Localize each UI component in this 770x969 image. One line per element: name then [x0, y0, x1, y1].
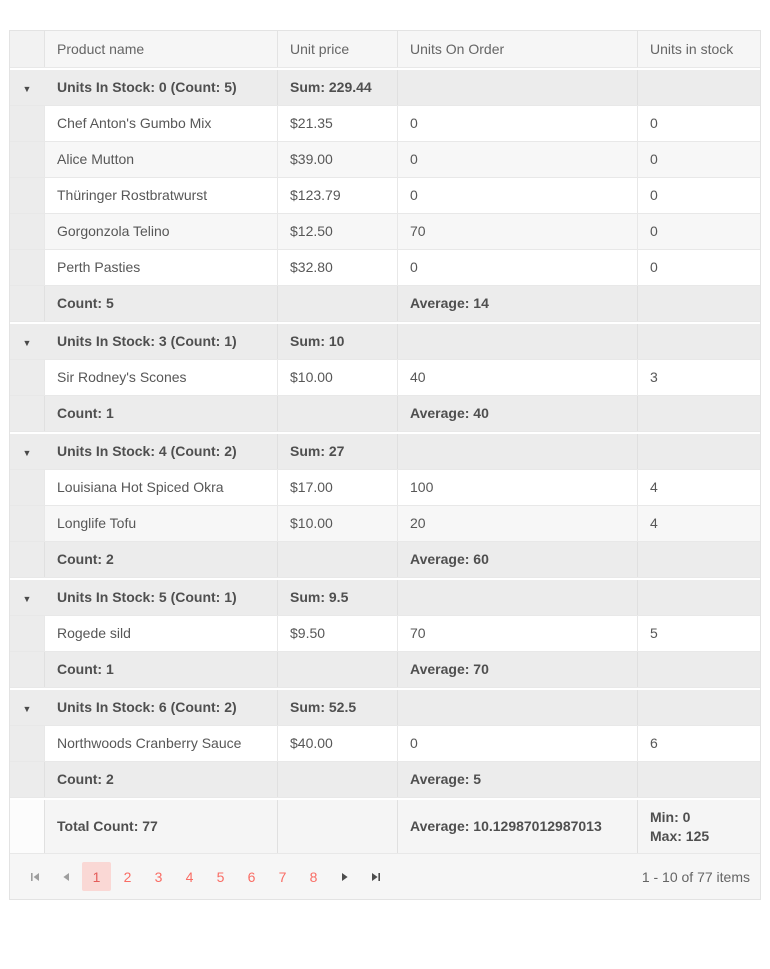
data-grid [9, 30, 761, 900]
group-empty-cell [637, 690, 760, 725]
group-footer-empty [637, 286, 760, 321]
cell-unit-price: $32.80 [277, 250, 397, 285]
column-header-units-on-order[interactable]: Units On Order [397, 31, 637, 67]
group-footer-empty [277, 286, 397, 321]
cell-units-in-stock: 4 [637, 470, 760, 505]
group-empty-cell [397, 324, 637, 359]
group-title: Units In Stock: 5 (Count: 1) [57, 589, 237, 605]
group-header-row[interactable] [10, 690, 760, 726]
group-toggle-cell[interactable] [10, 324, 44, 359]
cell-units-on-order: 40 [397, 360, 637, 395]
group-title: Units In Stock: 6 (Count: 2) [57, 699, 237, 715]
table-row[interactable] [10, 616, 760, 652]
pager-info: 1 - 10 of 77 items [641, 868, 750, 885]
cell-product-name: Gorgonzola Telino [44, 214, 277, 249]
cell-units-in-stock: 0 [637, 142, 760, 177]
footer-empty-cell [277, 800, 397, 853]
footer-indent-cell [10, 800, 44, 853]
group-indent-cell [10, 762, 44, 797]
last-page-icon [370, 871, 382, 883]
previous-page-icon [60, 871, 72, 883]
table-row[interactable] [10, 360, 760, 396]
column-header-product-name[interactable]: Product name [44, 31, 277, 67]
total-count: Total Count: 77 [44, 800, 277, 853]
cell-units-in-stock: 0 [637, 178, 760, 213]
table-row[interactable] [10, 470, 760, 506]
group-toggle-cell[interactable] [10, 580, 44, 615]
group-footer-average: Average: 70 [397, 652, 637, 687]
group-toggle-cell[interactable] [10, 434, 44, 469]
group-indent-cell [10, 178, 44, 213]
cell-units-in-stock: 4 [637, 506, 760, 541]
group-empty-cell [397, 434, 637, 469]
cell-unit-price: $10.00 [277, 360, 397, 395]
group-indent-cell [10, 142, 44, 177]
group-header-row[interactable] [10, 324, 760, 360]
pager-page-2[interactable]: 2 [123, 868, 132, 885]
cell-units-on-order: 0 [397, 178, 637, 213]
group-indent-cell [10, 396, 44, 431]
group-indent-cell [10, 506, 44, 541]
cell-units-on-order: 0 [397, 142, 637, 177]
cell-product-name: Thüringer Rostbratwurst [44, 178, 277, 213]
cell-unit-price: $12.50 [277, 214, 397, 249]
first-page-icon [29, 871, 41, 883]
cell-units-in-stock: 0 [637, 250, 760, 285]
cell-unit-price: $10.00 [277, 506, 397, 541]
table-row[interactable] [10, 106, 760, 142]
table-row[interactable] [10, 506, 760, 542]
group-footer-average: Average: 40 [397, 396, 637, 431]
cell-product-name: Longlife Tofu [44, 506, 277, 541]
group-footer-empty [637, 542, 760, 577]
pager-previous-button[interactable] [51, 862, 80, 891]
table-row[interactable] [10, 178, 760, 214]
total-max: Max: 125 [650, 828, 710, 844]
group-indent-cell [10, 214, 44, 249]
group-indent-cell [10, 616, 44, 651]
cell-units-on-order: 70 [397, 214, 637, 249]
group-indent-cell [10, 250, 44, 285]
cell-unit-price: $40.00 [277, 726, 397, 761]
table-row[interactable] [10, 214, 760, 250]
cell-units-in-stock: 3 [637, 360, 760, 395]
pager-first-button[interactable] [20, 862, 49, 891]
collapse-arrow-icon[interactable]: ▼ [22, 594, 32, 604]
group-footer-count: Count: 2 [44, 762, 277, 797]
cell-product-name: Alice Mutton [44, 142, 277, 177]
group-empty-cell [637, 70, 760, 105]
group-footer-count: Count: 2 [44, 542, 277, 577]
cell-units-in-stock: 0 [637, 106, 760, 141]
total-min: Min: 0 [650, 809, 691, 825]
group-footer-count: Count: 1 [44, 652, 277, 687]
group-title: Units In Stock: 0 (Count: 5) [57, 79, 237, 95]
group-header-row[interactable] [10, 70, 760, 106]
group-indent-cell [10, 542, 44, 577]
total-average: Average: 10.12987012987013 [397, 800, 637, 853]
pager-page-7[interactable]: 7 [278, 868, 287, 885]
header-group-cell [10, 31, 44, 67]
group-footer-count: Count: 5 [44, 286, 277, 321]
cell-product-name: Chef Anton's Gumbo Mix [44, 106, 277, 141]
group-footer-row [10, 652, 760, 688]
group-footer-empty [277, 396, 397, 431]
header-row [10, 31, 760, 68]
column-header-units-in-stock[interactable]: Units in stock [637, 31, 760, 67]
group-footer-empty [637, 396, 760, 431]
group-empty-cell [637, 324, 760, 359]
cell-product-name: Perth Pasties [44, 250, 277, 285]
group-footer-row [10, 762, 760, 798]
pager-page-3[interactable]: 3 [154, 868, 163, 885]
pager-next-button[interactable] [330, 862, 359, 891]
cell-unit-price: $39.00 [277, 142, 397, 177]
group-indent-cell [10, 360, 44, 395]
group-sum: Sum: 52.5 [277, 690, 397, 725]
cell-unit-price: $9.50 [277, 616, 397, 651]
cell-product-name: Northwoods Cranberry Sauce [44, 726, 277, 761]
cell-unit-price: $17.00 [277, 470, 397, 505]
group-empty-cell [397, 690, 637, 725]
group-indent-cell [10, 286, 44, 321]
group-sum: Sum: 229.44 [277, 70, 397, 105]
collapse-arrow-icon[interactable]: ▼ [22, 704, 32, 714]
pager-page-6[interactable]: 6 [247, 868, 256, 885]
group-footer-average: Average: 5 [397, 762, 637, 797]
cell-product-name: Rogede sild [44, 616, 277, 651]
group-empty-cell [637, 580, 760, 615]
collapse-arrow-icon[interactable]: ▼ [22, 84, 32, 94]
group-title: Units In Stock: 4 (Count: 2) [57, 443, 237, 459]
group-sum: Sum: 27 [277, 434, 397, 469]
pager-last-button[interactable] [361, 862, 390, 891]
group-sum: Sum: 9.5 [277, 580, 397, 615]
cell-units-in-stock: 0 [637, 214, 760, 249]
table-row[interactable] [10, 142, 760, 178]
cell-units-on-order: 0 [397, 250, 637, 285]
pager-page-4[interactable]: 4 [185, 868, 194, 885]
group-header-row[interactable] [10, 434, 760, 470]
cell-units-on-order: 0 [397, 726, 637, 761]
group-footer-empty [277, 762, 397, 797]
cell-product-name: Sir Rodney's Scones [44, 360, 277, 395]
table-row[interactable] [10, 726, 760, 762]
group-footer-count: Count: 1 [44, 396, 277, 431]
group-title: Units In Stock: 3 (Count: 1) [57, 333, 237, 349]
group-footer-average: Average: 60 [397, 542, 637, 577]
group-footer-average: Average: 14 [397, 286, 637, 321]
cell-product-name: Louisiana Hot Spiced Okra [44, 470, 277, 505]
group-empty-cell [637, 434, 760, 469]
pager-page-5[interactable]: 5 [216, 868, 225, 885]
group-toggle-cell[interactable] [10, 690, 44, 725]
group-indent-cell [10, 470, 44, 505]
total-min-max [637, 800, 760, 853]
cell-units-on-order: 20 [397, 506, 637, 541]
group-footer-empty [277, 542, 397, 577]
group-indent-cell [10, 726, 44, 761]
column-header-unit-price[interactable]: Unit price [277, 31, 397, 67]
group-footer-row [10, 286, 760, 322]
pager-page-1[interactable]: 1 [82, 862, 111, 891]
group-sum: Sum: 10 [277, 324, 397, 359]
group-empty-cell [397, 70, 637, 105]
cell-units-on-order: 100 [397, 470, 637, 505]
pager [10, 854, 760, 899]
group-footer-row [10, 542, 760, 578]
group-header-row[interactable] [10, 580, 760, 616]
group-footer-empty [277, 652, 397, 687]
table-row[interactable] [10, 250, 760, 286]
next-page-icon [339, 871, 351, 883]
group-toggle-cell[interactable] [10, 70, 44, 105]
collapse-arrow-icon[interactable]: ▼ [22, 338, 32, 348]
group-footer-empty [637, 762, 760, 797]
cell-units-on-order: 0 [397, 106, 637, 141]
pager-page-8[interactable]: 8 [309, 868, 318, 885]
group-empty-cell [397, 580, 637, 615]
cell-units-on-order: 70 [397, 616, 637, 651]
collapse-arrow-icon[interactable]: ▼ [22, 448, 32, 458]
cell-unit-price: $123.79 [277, 178, 397, 213]
cell-unit-price: $21.35 [277, 106, 397, 141]
cell-units-in-stock: 5 [637, 616, 760, 651]
grand-total-footer-row [10, 800, 760, 854]
group-indent-cell [10, 652, 44, 687]
group-indent-cell [10, 106, 44, 141]
group-footer-row [10, 396, 760, 432]
cell-units-in-stock: 6 [637, 726, 760, 761]
group-footer-empty [637, 652, 760, 687]
